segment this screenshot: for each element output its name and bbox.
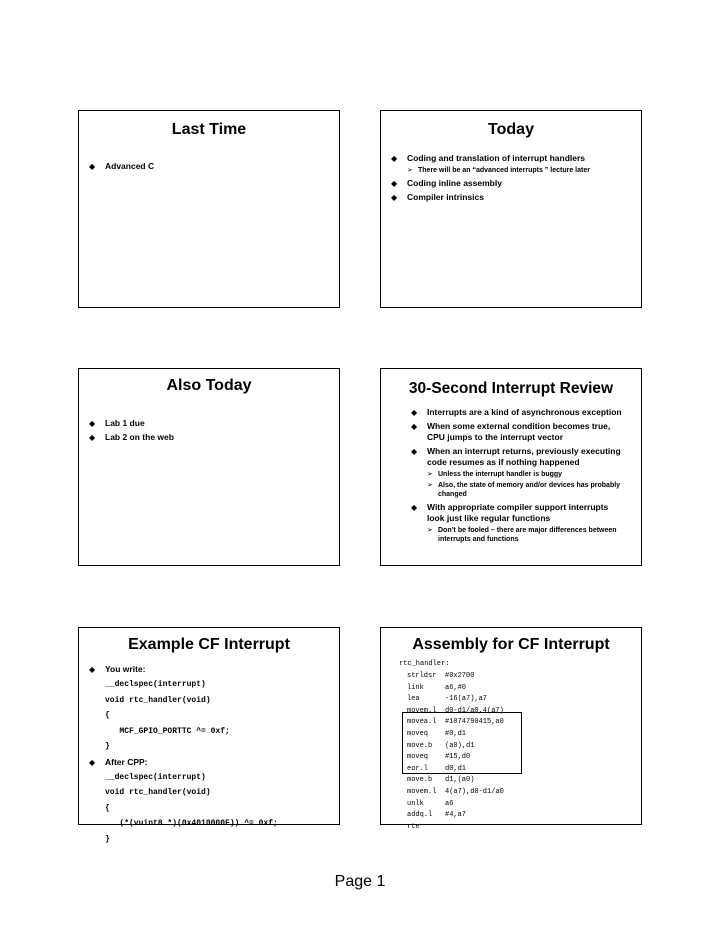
diamond-bullet-icon: ◆ bbox=[89, 162, 96, 171]
asm-listing bbox=[407, 671, 504, 833]
slide-last-time bbox=[78, 110, 340, 308]
asm-row: unlk a6 bbox=[407, 799, 454, 808]
code-line: (*(vuint8 *)(0x4010000F)) ^= 0xf; bbox=[105, 819, 278, 828]
diamond-bullet-icon: ◆ bbox=[411, 447, 418, 456]
arrow-bullet-icon: ➢ bbox=[427, 471, 433, 478]
diamond-bullet-icon: ◆ bbox=[391, 154, 398, 163]
bullet-list bbox=[89, 418, 331, 446]
code-line: void rtc_handler(void) bbox=[105, 695, 211, 705]
diamond-bullet-icon: ◆ bbox=[89, 665, 96, 674]
asm-row: eor.l d0,d1 bbox=[407, 764, 467, 773]
list-item: ◆ Coding and translation of interrupt handlers ➢ There will be an “advanced interrupts ” lecture later bbox=[391, 153, 633, 175]
slide-also-today bbox=[78, 368, 340, 566]
asm-row: move.b d1,(a0) bbox=[407, 776, 475, 785]
asm-row: movea.l #1074790415,a0 bbox=[407, 718, 504, 727]
list-item: ◆ Compiler intrinsics bbox=[391, 192, 484, 202]
arrow-bullet-icon: ➢ bbox=[427, 482, 433, 489]
arrow-bullet-icon: ➢ bbox=[427, 527, 433, 534]
diamond-bullet-icon: ◆ bbox=[411, 503, 418, 512]
list-item: ◆ Advanced C bbox=[89, 161, 155, 171]
asm-row: moveq #15,d0 bbox=[407, 753, 471, 762]
asm-row: move.b (a0),d1 bbox=[407, 741, 475, 750]
slide-assembly-cf-interrupt bbox=[380, 627, 642, 831]
sub-list-item: ➢ There will be an “advanced interrupts ” lecture later bbox=[407, 167, 590, 174]
diamond-bullet-icon: ◆ bbox=[89, 757, 96, 767]
asm-row: moveq #0,d1 bbox=[407, 729, 467, 738]
code-line: MCF_GPIO_PORTTC ^= 0xf; bbox=[105, 726, 230, 736]
asm-row: addq.l #4,a7 bbox=[407, 811, 467, 820]
list-item: ◆ Interrupts are a kind of asynchronous exception bbox=[411, 407, 622, 417]
asm-row: movem.l d0-d1/a0,4(a7) bbox=[407, 706, 504, 715]
slide-title: Last Time bbox=[171, 121, 247, 138]
diamond-bullet-icon: ◆ bbox=[89, 433, 96, 442]
slide-title: Also Today bbox=[166, 377, 252, 394]
sub-list-item: ➢ Don’t be fooled – there are major differences between interrupts and functions bbox=[427, 527, 617, 543]
diamond-bullet-icon: ◆ bbox=[89, 419, 96, 428]
code-line: } bbox=[105, 742, 110, 751]
code-line: { bbox=[105, 711, 110, 720]
page-number: Page 1 bbox=[334, 873, 386, 890]
bullet-list bbox=[89, 161, 331, 175]
asm-row: strldsr #0x2700 bbox=[407, 672, 475, 680]
slide-today bbox=[380, 110, 642, 308]
slide-example-cf-interrupt bbox=[78, 627, 340, 844]
section-label: ◆ After CPP: bbox=[89, 755, 335, 770]
list-item: ◆ Lab 2 on the web bbox=[89, 432, 174, 442]
diamond-bullet-icon: ◆ bbox=[411, 422, 418, 431]
sub-list bbox=[427, 470, 627, 499]
code-line: __declspec(interrupt) bbox=[105, 680, 206, 689]
list-item: ◆ With appropriate compiler support interrupts look just like regular functions ➢ Don’t be fooled – there are major differences between interrupts and functions bbox=[411, 502, 627, 544]
section-label: ◆ You write: bbox=[89, 662, 335, 677]
list-item: ◆ When an interrupt returns, previously executing code resumes as if nothing happened ➢ Unless the interrupt handler is buggy ➢ Also, the state of memory and/or devices has probably changed bbox=[411, 446, 627, 499]
asm-label: rtc_handler: bbox=[399, 660, 450, 668]
list-item: ◆ Lab 1 due bbox=[89, 418, 145, 428]
code-line: void rtc_handler(void) bbox=[105, 788, 211, 797]
slide-interrupt-review bbox=[380, 368, 642, 566]
sub-list-item: ➢ Unless the interrupt handler is buggy bbox=[427, 471, 563, 478]
code-line: __declspec(interrupt) bbox=[105, 772, 206, 782]
asm-row: lea -16(a7),a7 bbox=[407, 695, 488, 704]
diamond-bullet-icon: ◆ bbox=[391, 193, 398, 202]
slide-title: 30-Second Interrupt Review bbox=[408, 380, 614, 397]
bullet-list bbox=[411, 407, 627, 547]
arrow-bullet-icon: ➢ bbox=[407, 167, 413, 174]
diamond-bullet-icon: ◆ bbox=[391, 179, 398, 188]
list-item: ◆ When some external condition becomes true, CPU jumps to the interrupt vector bbox=[411, 421, 611, 442]
slide-title: Example CF Interrupt bbox=[128, 636, 290, 653]
slide-title: Today bbox=[488, 121, 534, 138]
asm-row: link a6,#0 bbox=[407, 683, 467, 692]
code-line: } bbox=[105, 834, 110, 844]
code-example bbox=[89, 662, 335, 847]
asm-row: rte bbox=[407, 822, 420, 831]
asm-row: movem.l 4(a7),d0-d1/a0 bbox=[407, 787, 504, 796]
sub-list bbox=[407, 166, 633, 175]
diamond-bullet-icon: ◆ bbox=[411, 408, 418, 417]
slide-title: Assembly for CF Interrupt bbox=[412, 636, 610, 653]
code-line: { bbox=[105, 803, 110, 813]
list-item: ◆ Coding inline assembly bbox=[391, 178, 502, 188]
bullet-list bbox=[391, 153, 633, 206]
sub-list-item: ➢ Also, the state of memory and/or devices has probably changed bbox=[427, 482, 621, 498]
sub-list bbox=[427, 526, 627, 544]
